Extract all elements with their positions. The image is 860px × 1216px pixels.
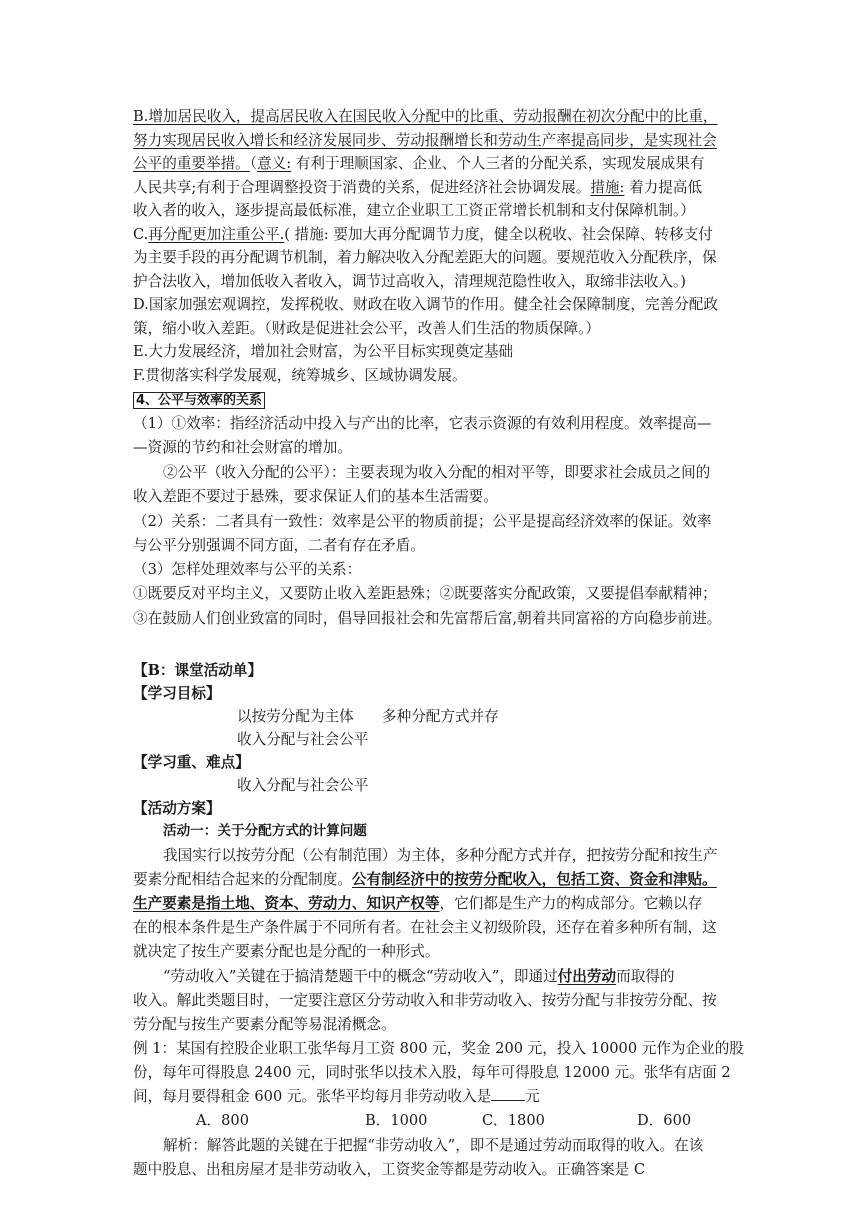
para-a-line-3	[133, 892, 702, 916]
handling-line-3: ③在鼓励人们创业致富的同时，倡导回报社会和先富帮后富,朝着共同富裕的方向稳步前进。	[133, 610, 722, 627]
significance-text-cont: 人民共享;有利于合理调整投资于消费的关系，促进经济社会协调发展。	[133, 179, 591, 196]
activity-sheet-header: 【B：课堂活动单】	[133, 662, 263, 679]
section-b-line-5: 收入者的收入，逐步提高最低标准，建立企业职工工资正常增长机制和支付保障机制。）	[133, 202, 695, 219]
section-c-line-1	[133, 223, 713, 247]
para-a-emphasis: 公有制经济中的按劳分配收入，包括工资、资金和津贴。	[351, 871, 717, 888]
option-d: D．600	[637, 1112, 692, 1129]
fairness-line-1: ②公平（收入分配的公平）：主要表现为收入分配的相对平等，即要求社会成员之间的	[163, 464, 711, 481]
para-b-text-2: 而取得的	[616, 968, 675, 985]
option-a: A．800	[196, 1112, 249, 1129]
para-a-line-2	[133, 868, 717, 892]
goal-3: 收入分配与社会公平	[237, 731, 369, 748]
section-e: E.大力发展经济，增加社会财富，为公平目标实现奠定基础	[133, 343, 514, 360]
section-c-prefix: C.	[133, 226, 149, 243]
para-b-line-3: 劳分配与按生产要素分配等易混淆概念。	[133, 1016, 396, 1033]
answer-blank	[491, 1086, 525, 1101]
section-d-line-2: 策，缩小收入差距。（财政是促进社会公平，改善人们生活的物质保障。）	[133, 320, 600, 337]
example-line-3	[133, 1085, 540, 1109]
goal-2: 多种分配方式并存	[382, 708, 499, 725]
section-d-line-1: D.国家加强宏观调控，发挥税收、财政在收入调节的作用。健全社会保障制度，完善分配政	[133, 296, 718, 313]
analysis-line-2: 题中股息、出租房屋才是非劳动收入，工资奖金等都是劳动收入。正确答案是 C	[133, 1161, 645, 1178]
para-a-line-5: 就决定了按生产要素分配也是分配的一种形式。	[133, 943, 440, 960]
para-b-line-2: 收入。解此类题目时，一定要注意区分劳动收入和非劳动收入、按劳分配与非按劳分配、按	[133, 992, 717, 1009]
para-b-text: “劳动收入”关键在于搞清楚题干中的概念“劳动收入”，即通过	[163, 968, 558, 985]
example-unit: 元	[525, 1088, 540, 1105]
example-line-1: 例 1：某国有控股企业职工张华每月工资 800 元，奖金 200 元，投入 10000 元作为企业的股	[133, 1040, 744, 1057]
efficiency-line-2: —资源的节约和社会财富的增加。	[133, 439, 352, 456]
activity-plan-header: 【活动方案】	[133, 800, 221, 817]
factor-definition: 生产要素是指土地、资本、劳动力、知识产权等	[133, 895, 440, 912]
significance-label: 意义:	[257, 155, 292, 172]
section-b-line-4	[133, 176, 702, 200]
para-a-text: 要素分配相结合起来的分配制度。	[133, 871, 352, 888]
example-question: 间，每月要得租金 600 元。张华平均每月非劳动收入是	[133, 1088, 492, 1105]
section-c-measures: ( 措施: 要加大再分配调节力度，健全以税收、社会保障、转移支付	[284, 226, 713, 243]
key-points-header: 【学习重、难点】	[133, 754, 250, 771]
measures-label: 措施:	[590, 179, 625, 196]
paren-open: （	[249, 155, 258, 172]
section-c-line-2: 为主要手段的再分配调节机制，着力解决收入分配差距大的问题。要规范收入分配秩序，保	[133, 249, 717, 266]
section-f: F.贯彻落实科学发展观，统筹城乡、区域协调发展。	[133, 367, 467, 384]
handling-line-1: （3）怎样处理效率与公平的关系：	[133, 561, 362, 578]
option-b: B．1000	[365, 1112, 428, 1129]
key-point-1: 收入分配与社会公平	[237, 777, 369, 794]
section-c-title: 再分配更加注重公平.	[148, 226, 285, 243]
activity-1-title: 活动一：关于分配方式的计算问题	[163, 823, 367, 839]
analysis-line-1: 解析：解答此题的关键在于把握“非劳动收入”，即不是通过劳动而取得的收入。在该	[163, 1137, 704, 1154]
fairness-line-2: 收入差距不要过于悬殊，要求保证人们的基本生活需要。	[133, 488, 498, 505]
para-a-line-1: 我国实行以按劳分配（公有制范围）为主体，多种分配方式并存，把按劳分配和按生产	[163, 847, 718, 864]
goal-1: 以按劳分配为主体	[237, 708, 354, 725]
relation-line-2: 与公平分别强调不同方面，二者有存在矛盾。	[133, 537, 425, 554]
learning-goals-header: 【学习目标】	[133, 685, 221, 702]
section-b-line-1: B.增加居民收入，提高居民收入在国民收入分配中的比重、劳动报酬在初次分配中的比重，	[133, 108, 718, 125]
option-c: C．1800	[482, 1112, 545, 1129]
para-b-line-1	[163, 965, 674, 989]
measures-text: 着力提高低	[624, 179, 703, 196]
example-line-2: 份，每年可得股息 2400 元，同时张华以技术入股，每年可得股息 12000 元。张华有店面 2	[133, 1064, 731, 1081]
para-a-text-2: ，它们都是生产力的构成部分。它赖以存	[439, 895, 703, 912]
fairness-title: 4、公平与效率的关系	[133, 392, 265, 409]
section-b-line-3	[133, 152, 704, 176]
relation-line-1: （2）关系：二者具有一致性：效率是公平的物质前提；公平是提高经济效率的保证。效率	[133, 513, 712, 530]
handling-line-2: ①既要反对平均主义，又要防止收入差距悬殊；②既要落实分配政策，又要提倡奉献精神；	[133, 585, 717, 602]
section-c-line-3: 护合法收入，增加低收入者收入，调节过高收入，清理规范隐性收入，取缔非法收入。)	[133, 273, 686, 290]
labor-keyword: 付出劳动	[557, 968, 617, 985]
section-b-line-2: 努力实现居民收入增长和经济发展同步、劳动报酬增长和劳动生产率提高同步，是实现社会	[133, 132, 717, 149]
fairness-title-row	[133, 388, 265, 413]
section-b-key-measure: 公平的重要举措。	[133, 155, 250, 172]
para-a-line-4: 在的根本条件是生产条件属于不同所有者。在社会主义初级阶段，还存在着多种所有制，这	[133, 919, 717, 936]
significance-text: 有利于理顺国家、企业、个人三者的分配关系，实现发展成果有	[291, 155, 705, 172]
efficiency-line-1: （1）①效率：指经济活动中投入与产出的比率，它表示资源的有效利用程度。效率提高—	[133, 415, 712, 432]
